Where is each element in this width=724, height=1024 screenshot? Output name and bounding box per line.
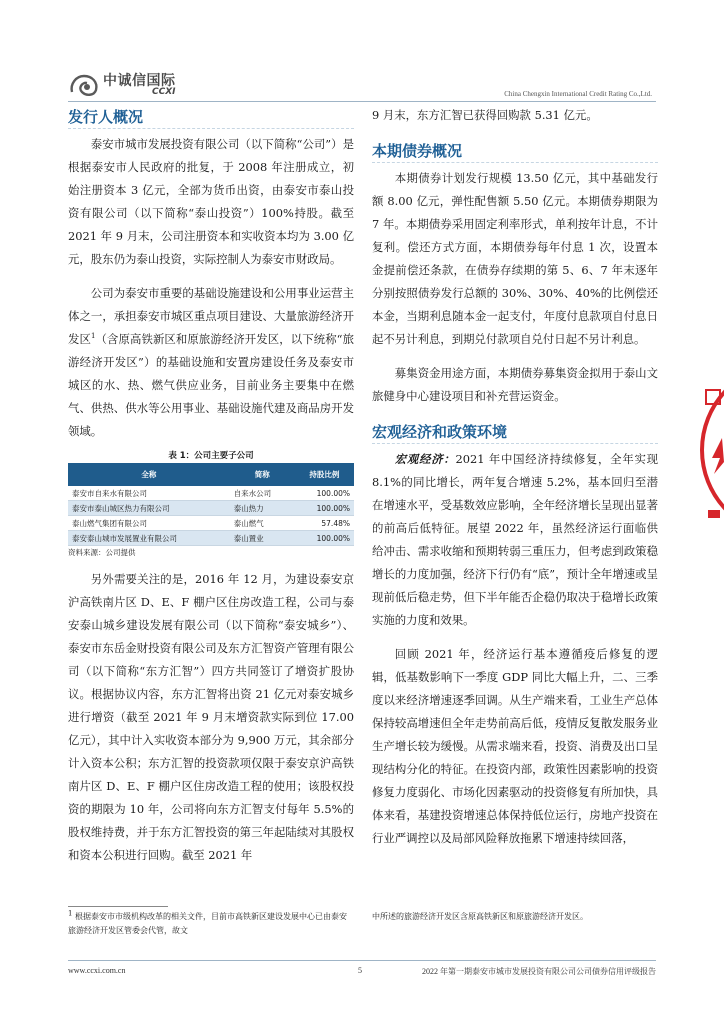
- table-cell: 泰安市自来水有限公司: [68, 486, 230, 501]
- macro-p1-text: 2021 年中国经济持续修复，全年实现 8.1%的同比增长，两年复合增速 5.2%，基本回归至潜在增速水平，受基数效应影响，全年经济增长呈现出显著的前高后低特征。展望 2022 年，虽然经济运行面临供给冲击、需求收缩和预期转弱三重压力，但考虑到政策稳增长的力度加强，经济下行仍有“底”，预计全年增速或呈现前低后稳走势，但下半年能否企稳仍取决于稳增长政策实施的力度和效果。: [372, 452, 658, 627]
- logo-en-text: CCXI: [152, 86, 176, 97]
- footnote-mark: 1: [68, 909, 73, 918]
- table-row: [68, 501, 354, 516]
- header-divider: [68, 101, 656, 102]
- ccxi-logo-icon: [68, 72, 100, 98]
- right-column: [372, 104, 658, 850]
- table-cell: 自来水公司: [230, 486, 295, 501]
- table-header-row: [68, 463, 354, 486]
- table-header-fullname: 全称: [68, 463, 230, 486]
- section-title-issuer: 发行人概况: [68, 106, 354, 129]
- table-cell: 57.48%: [295, 516, 354, 531]
- left-column: [68, 104, 354, 867]
- table-cell: 泰山热力: [230, 501, 295, 516]
- footnote-left: [68, 910, 354, 938]
- table-cell: 100.00%: [295, 486, 354, 501]
- table-cell: 泰山置业: [230, 531, 295, 546]
- page-number: 5: [358, 966, 362, 975]
- footer-report-title: 2022 年第一期泰安市城市发展投资有限公司公司债券信用评级报告: [422, 967, 656, 976]
- footnote-text-left: 根据泰安市市级机构改革的相关文件，目前市高铁新区建设发展中心已由泰安旅游经济开发区管委会代管，故文: [68, 912, 348, 935]
- table-cell: 泰安泰山城市发展置业有限公司: [68, 531, 230, 546]
- bond-paragraph-1: 本期债券计划发行规模 13.50 亿元，其中基础发行额 8.00 亿元，弹性配售额 5.50 亿元。本期债券期限为 7 年。本期债券采用固定利率形式，单利按年计息，不计复利。偿还方式方面，本期债券每年付息 1 次，设置本金提前偿还条款，在债券存续期的第 5、6、7 年末逐年分别按照债券发行总额的 30%、30%、40%的比例偿还本金，当期利息随本金一起支付，年度付息款项自付息日起不另计利息，到期兑付款项自兑付日起不另计利息。: [372, 171, 658, 346]
- table-row: [68, 531, 354, 546]
- table-cell: 泰山燃气集团有限公司: [68, 516, 230, 531]
- macro-paragraph-1: [372, 448, 658, 632]
- table-cell: 100.00%: [295, 501, 354, 516]
- header-company-name: China Chengxin International Credit Rating Co.,Ltd.: [504, 90, 652, 98]
- macro-label: 宏观经济：: [394, 452, 456, 466]
- table-row: [68, 516, 354, 531]
- subsidiaries-table: [68, 463, 354, 546]
- red-seal-stamp: [698, 350, 724, 550]
- table-header-shortname: 简称: [230, 463, 295, 486]
- footnote-ref: 1: [90, 332, 96, 341]
- section-title-bond: 本期债券概况: [372, 140, 658, 163]
- table-cell: 泰安市泰山城区热力有限公司: [68, 501, 230, 516]
- footnote-right: 中所述的旅游经济开发区含原高铁新区和原旅游经济开发区。: [372, 912, 588, 921]
- issuer-p2-text-a: 公司为泰安市重要的基础设施建设和公用事业运营主体之一，承担泰安市城区重点项目建设、大量旅游经济开发区: [68, 286, 354, 346]
- issuer-p2-text-b: （含原高铁新区和原旅游经济开发区，以下统称“旅游经济开发区”）的基础设施和安置房建设任务及泰安市城区的水、热、燃气供应业务，目前业务主要集中在燃气、供热、供水等公用事业、基础设施代建及商品房开发领域。: [68, 332, 354, 438]
- issuer-paragraph-1: 泰安市城市发展投资有限公司（以下简称“公司”）是根据泰安市人民政府的批复，于 2008 年注册成立，初始注册资本 3 亿元，全部为货币出资，由泰安市泰山投资有限公司（以下简称“泰山投资”）100%持股。截至 2021 年 9 月末，公司注册资本和实收资本均为 3.00 亿元，股东仍为泰山投资，实际控制人为泰安市财政局。: [68, 137, 354, 266]
- table-cell: 100.00%: [295, 531, 354, 546]
- issuer-paragraph-3: 另外需要关注的是，2016 年 12 月，为建设泰安京沪高铁南片区 D、E、F 棚户区住房改造工程，公司与泰安泰山城乡建设发展有限公司（以下简称“泰安城乡”）、泰安市东岳金财投资有限公司及东方汇智资产管理有限公司（以下简称“东方汇智”）四方共同签订了增资扩股协议。根据协议内容，东方汇智将出资 21 亿元对泰安城乡进行增资（截至 2021 年 9 月末增资款实际到位 17.00 亿元），其中计入实收资本部分为 9,900 万元，其余部分计入资本公积；东方汇智的投资款项仅限于泰安京沪高铁南片区 D、E、F 棚户区住房改造工程的使用；该股权投资的期限为 10 年，公司将向东方汇智支付每年 5.5%的股权维持费，并于东方汇智投资的第三年起陆续对其股权和资本公积进行回购。截至 2021 年: [68, 572, 354, 862]
- table-cell: 泰山燃气: [230, 516, 295, 531]
- section-title-macro: 宏观经济和政策环境: [372, 421, 658, 444]
- issuer-paragraph-2: [68, 282, 354, 443]
- bond-paragraph-2: 募集资金用途方面，本期债券募集资金拟用于泰山文旅健身中心建设项目和补充营运资金。: [372, 366, 658, 403]
- footnote-divider: [68, 906, 168, 907]
- company-logo: [68, 72, 176, 98]
- table-source: 资料来源：公司提供: [68, 548, 136, 557]
- footer-url: www.ccxi.com.cn: [68, 966, 126, 975]
- table-row: [68, 486, 354, 501]
- continuation-paragraph: 9 月末，东方汇智已获得回购款 5.31 亿元。: [372, 108, 598, 122]
- table-caption: 表 1：公司主要子公司: [168, 451, 254, 461]
- macro-paragraph-2: 回顾 2021 年，经济运行基本遵循疫后修复的逻辑，低基数影响下一季度 GDP 同比大幅上升，二、三季度以来经济增速逐季回调。从生产端来看，工业生产总体保持较高增速但全年走势前高后低，疫情反复散发服务业生产增长较为缓慢。从需求端来看，投资、消费及出口呈现结构分化的特征。在投资内部，政策性因素影响的投资修复力度弱化、市场化因素驱动的投资修复有所加快，具体来看，基建投资增速总体保持低位运行，房地产投资在行业严调控以及局部风险释放拖累下增速持续回落，: [372, 647, 658, 845]
- logo-cn-text: 中诚信国际: [103, 72, 176, 89]
- footer-divider: [68, 960, 656, 961]
- table-header-share: 持股比例: [295, 463, 354, 486]
